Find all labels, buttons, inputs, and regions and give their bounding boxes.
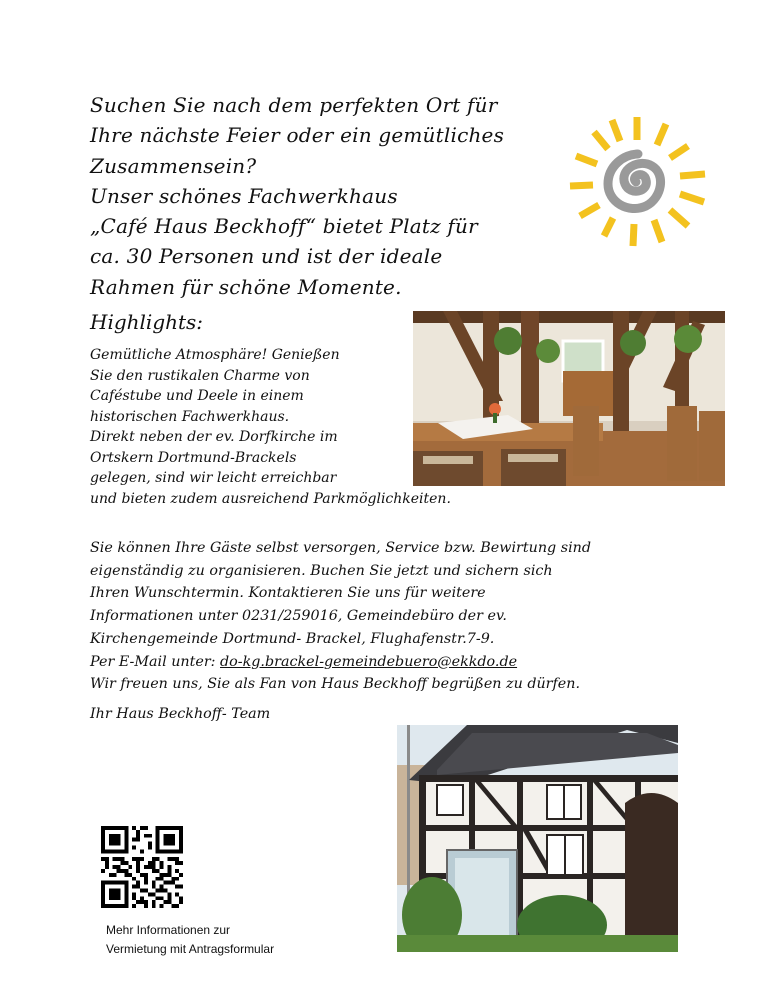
contact-line: Sie können Ihre Gäste selbst versorgen, Service bzw. Bewirtung sind [90, 540, 592, 556]
qr-caption-line: Vermietung mit Antragsformular [106, 942, 275, 956]
highlights-line: Sie den rustikalen Charme von [90, 367, 310, 384]
sun-spiral-icon [566, 114, 708, 248]
contact-line: eigenständig zu organisieren. Buchen Sie jetzt und sichern sich [90, 562, 553, 579]
interior-photo [413, 311, 725, 486]
intro-line: Suchen Sie nach dem perfekten Ort für [90, 93, 498, 117]
qr-code-icon[interactable] [101, 826, 183, 908]
intro-line: „Café Haus Beckhoff“ bietet Platz für [90, 214, 478, 239]
highlights-line: Ortskern Dortmund-Brackels [90, 449, 297, 466]
contact-line: Ihren Wunschtermin. Kontaktieren Sie uns für weitere [90, 585, 486, 602]
signoff-text: Ihr Haus Beckhoff- Team [90, 706, 271, 722]
qr-caption-line: Mehr Informationen zur [106, 923, 231, 937]
intro-line: Unser schönes Fachwerkhaus [90, 183, 398, 208]
intro-line: Zusammensein? [90, 153, 257, 178]
highlights-line: Direkt neben der ev. Dorfkirche im [90, 429, 338, 445]
qr-caption [106, 921, 274, 959]
intro-text [90, 90, 570, 302]
email-line [90, 651, 690, 674]
contact-line: Informationen unter 0231/259016, Gemeindebüro der ev. [90, 608, 507, 625]
contact-closing: Wir freuen uns, Sie als Fan von Haus Beckhoff begrüßen zu dürfen. [90, 676, 581, 693]
intro-line: ca. 30 Personen und ist der ideale [90, 244, 443, 269]
highlights-heading: Highlights: [90, 310, 204, 334]
highlights-line: gelegen, sind wir leicht erreichbar [90, 470, 337, 486]
intro-line: Ihre nächste Feier oder ein gemütliches [90, 123, 505, 148]
highlights-line: historischen Fachwerkhaus. [90, 408, 290, 425]
contact-line: Kirchengemeinde Dortmund- Brackel, Flughafenstr.7-9. [90, 630, 495, 647]
highlights-line: und bieten zudem ausreichend Parkmöglichkeiten. [90, 490, 451, 507]
highlights-line: Gemütliche Atmosphäre! Genießen [90, 347, 340, 363]
intro-line: Rahmen für schöne Momente. [90, 274, 402, 299]
highlights-line: Caféstube und Deele in einem [90, 388, 304, 404]
email-prefix: Per E-Mail unter: [90, 653, 221, 670]
contact-text [90, 537, 690, 696]
email-link[interactable]: do-kg.brackel-gemeindebuero@ekkdo.de [220, 653, 518, 670]
house-photo [397, 725, 678, 952]
